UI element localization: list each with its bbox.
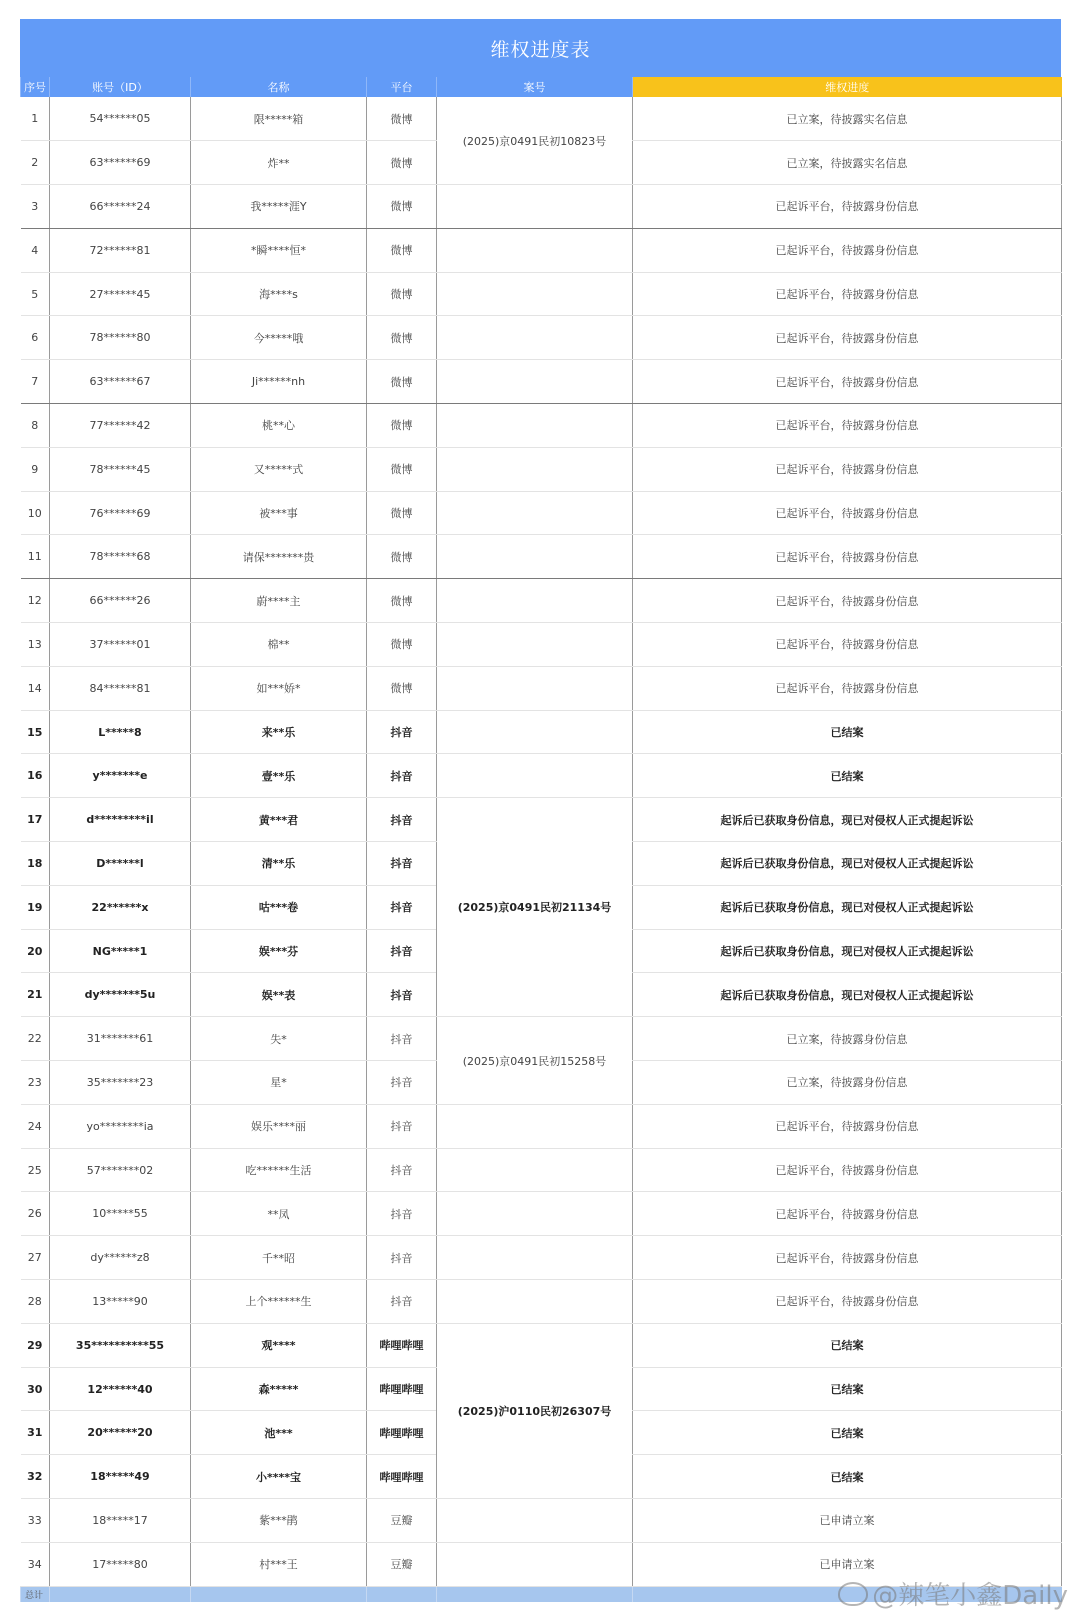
row-number: 31 [21,1411,50,1455]
row-number: 8 [21,404,50,448]
account-id: 57*******02 [50,1148,191,1192]
case-number-empty [437,1104,633,1148]
table-row [21,754,1062,798]
table-row [21,447,1062,491]
table-row [21,535,1062,579]
header-row [21,77,1062,97]
header-platform: 平台 [367,77,437,97]
platform: 微博 [367,491,437,535]
table-row [21,623,1062,667]
account-name: 紫***鹃 [191,1499,367,1543]
row-number: 13 [21,623,50,667]
account-name: 娱乐****丽 [191,1104,367,1148]
row-number: 7 [21,360,50,404]
platform: 哔哩哔哩 [367,1455,437,1499]
platform: 微博 [367,272,437,316]
row-number: 16 [21,754,50,798]
platform: 微博 [367,404,437,448]
progress-status: 已起诉平台，待披露身份信息 [633,447,1062,491]
row-number: 18 [21,842,50,886]
platform: 豆瓣 [367,1499,437,1543]
progress-status: 已起诉平台，待披露身份信息 [633,491,1062,535]
table-row [21,360,1062,404]
account-id: 12******40 [50,1367,191,1411]
platform: 微博 [367,360,437,404]
table-row [21,1104,1062,1148]
platform: 抖音 [367,798,437,842]
account-id: 22******x [50,885,191,929]
case-number-empty [437,1148,633,1192]
account-id: 54******05 [50,97,191,141]
table-row [21,579,1062,623]
platform: 抖音 [367,973,437,1017]
case-number: (2025)沪0110民初26307号 [437,1323,633,1498]
header-progress: 维权进度 [633,77,1062,97]
case-number-empty [437,1192,633,1236]
case-number-empty [437,1236,633,1280]
progress-status: 已起诉平台，待披露身份信息 [633,535,1062,579]
progress-status: 已起诉平台，待披露身份信息 [633,1192,1062,1236]
footer-total-label: 总计 [21,1586,50,1602]
row-number: 3 [21,185,50,229]
progress-status: 已起诉平台，待披露身份信息 [633,1280,1062,1324]
row-number: 23 [21,1061,50,1105]
account-name: 观**** [191,1323,367,1367]
platform: 微博 [367,185,437,229]
progress-status: 起诉后已获取身份信息，现已对侵权人正式提起诉讼 [633,973,1062,1017]
progress-status: 已起诉平台，待披露身份信息 [633,272,1062,316]
account-id: 20******20 [50,1411,191,1455]
table-row [21,316,1062,360]
account-id: dy*******5u [50,973,191,1017]
account-name: 娱**表 [191,973,367,1017]
account-name: 失* [191,1017,367,1061]
account-id: 37******01 [50,623,191,667]
account-id: 76******69 [50,491,191,535]
account-name: 吃******生活 [191,1148,367,1192]
account-id: 10*****55 [50,1192,191,1236]
platform: 微博 [367,666,437,710]
platform: 抖音 [367,710,437,754]
account-id: 31*******61 [50,1017,191,1061]
row-number: 34 [21,1542,50,1586]
account-id: 18*****17 [50,1499,191,1543]
account-id: 72******81 [50,228,191,272]
case-number-empty [437,754,633,798]
case-number-empty [437,535,633,579]
account-id: 17*****80 [50,1542,191,1586]
row-number: 28 [21,1280,50,1324]
progress-status: 已结案 [633,754,1062,798]
progress-status: 起诉后已获取身份信息，现已对侵权人正式提起诉讼 [633,798,1062,842]
row-number: 6 [21,316,50,360]
row-number: 27 [21,1236,50,1280]
header-name: 名称 [191,77,367,97]
progress-status: 起诉后已获取身份信息，现已对侵权人正式提起诉讼 [633,885,1062,929]
account-id: 78******68 [50,535,191,579]
account-name: 棉** [191,623,367,667]
case-number-empty [437,316,633,360]
table-row [21,710,1062,754]
platform: 微博 [367,447,437,491]
account-id: 18*****49 [50,1455,191,1499]
account-name: 村***王 [191,1542,367,1586]
account-name: 来**乐 [191,710,367,754]
table-row [21,272,1062,316]
account-id: 78******80 [50,316,191,360]
platform: 抖音 [367,1192,437,1236]
account-id: 84******81 [50,666,191,710]
platform: 豆瓣 [367,1542,437,1586]
progress-status: 已起诉平台，待披露身份信息 [633,579,1062,623]
progress-status: 起诉后已获取身份信息，现已对侵权人正式提起诉讼 [633,842,1062,886]
footer-cell [50,1586,191,1602]
platform: 抖音 [367,1148,437,1192]
account-id: dy******z8 [50,1236,191,1280]
row-number: 5 [21,272,50,316]
row-number: 32 [21,1455,50,1499]
progress-status: 已起诉平台，待披露身份信息 [633,1104,1062,1148]
platform: 微博 [367,623,437,667]
account-id: 78******45 [50,447,191,491]
account-id: 63******69 [50,141,191,185]
platform: 微博 [367,141,437,185]
account-name: 桃**心 [191,404,367,448]
account-id: 77******42 [50,404,191,448]
watermark [838,1575,1068,1612]
progress-status: 起诉后已获取身份信息，现已对侵权人正式提起诉讼 [633,929,1062,973]
table-row [21,1280,1062,1324]
table-row [21,228,1062,272]
platform: 哔哩哔哩 [367,1367,437,1411]
progress-status: 已结案 [633,1367,1062,1411]
platform: 抖音 [367,885,437,929]
table-row [21,185,1062,229]
row-number: 19 [21,885,50,929]
account-id: 35*******23 [50,1061,191,1105]
header-case: 案号 [437,77,633,97]
account-name: 被***事 [191,491,367,535]
progress-status: 已申请立案 [633,1499,1062,1543]
table-row [21,1017,1062,1061]
account-id: L*****8 [50,710,191,754]
account-id: D******l [50,842,191,886]
row-number: 21 [21,973,50,1017]
account-name: 黄***君 [191,798,367,842]
table-row [21,666,1062,710]
case-number: (2025)京0491民初21134号 [437,798,633,1017]
platform: 抖音 [367,1061,437,1105]
platform: 哔哩哔哩 [367,1411,437,1455]
progress-status: 已立案，待披露实名信息 [633,97,1062,141]
row-number: 22 [21,1017,50,1061]
row-number: 17 [21,798,50,842]
account-id: y*******e [50,754,191,798]
platform: 哔哩哔哩 [367,1323,437,1367]
case-number-empty [437,710,633,754]
progress-status: 已起诉平台，待披露身份信息 [633,404,1062,448]
table-row [21,97,1062,141]
row-number: 15 [21,710,50,754]
progress-sheet [20,19,1061,1602]
header-no: 序号 [21,77,50,97]
row-number: 2 [21,141,50,185]
progress-status: 已结案 [633,1455,1062,1499]
sheet-title: 维权进度表 [20,19,1061,77]
account-id: NG*****1 [50,929,191,973]
progress-status: 已起诉平台，待披露身份信息 [633,1148,1062,1192]
account-name: 上个******生 [191,1280,367,1324]
progress-status: 已起诉平台，待披露身份信息 [633,666,1062,710]
account-name: 限*****箱 [191,97,367,141]
case-number-empty [437,1280,633,1324]
footer-cell [437,1586,633,1602]
progress-status: 已起诉平台，待披露身份信息 [633,1236,1062,1280]
account-name: 请保*******贵 [191,535,367,579]
row-number: 12 [21,579,50,623]
case-number-empty [437,228,633,272]
row-number: 26 [21,1192,50,1236]
row-number: 29 [21,1323,50,1367]
account-id: yo********ia [50,1104,191,1148]
progress-status: 已起诉平台，待披露身份信息 [633,316,1062,360]
table-body [21,97,1062,1586]
progress-status: 已起诉平台，待披露身份信息 [633,228,1062,272]
row-number: 14 [21,666,50,710]
table-row [21,1148,1062,1192]
account-id: 35**********55 [50,1323,191,1367]
case-number-empty [437,447,633,491]
watermark-text: @辣笔小鑫Daily [872,1581,1068,1611]
account-id: d*********il [50,798,191,842]
account-name: 千**昭 [191,1236,367,1280]
progress-status: 已立案，待披露身份信息 [633,1061,1062,1105]
case-number-empty [437,185,633,229]
account-id: 13*****90 [50,1280,191,1324]
case-number: (2025)京0491民初10823号 [437,97,633,185]
account-name: 森***** [191,1367,367,1411]
platform: 抖音 [367,1017,437,1061]
account-name: 炸** [191,141,367,185]
account-name: 壹**乐 [191,754,367,798]
account-name: 海****s [191,272,367,316]
case-number-empty [437,579,633,623]
weibo-icon [838,1582,868,1606]
table-row [21,491,1062,535]
progress-status: 已起诉平台，待披露身份信息 [633,185,1062,229]
progress-status: 已立案，待披露身份信息 [633,1017,1062,1061]
account-name: 咕***卷 [191,885,367,929]
table-row [21,1192,1062,1236]
platform: 抖音 [367,842,437,886]
account-id: 27******45 [50,272,191,316]
progress-status: 已起诉平台，待披露身份信息 [633,623,1062,667]
account-name: 娱***芬 [191,929,367,973]
row-number: 11 [21,535,50,579]
row-number: 4 [21,228,50,272]
case-number-empty [437,666,633,710]
row-number: 9 [21,447,50,491]
table-row [21,798,1062,842]
header-account: 账号（ID） [50,77,191,97]
account-name: 池*** [191,1411,367,1455]
case-number-empty [437,491,633,535]
row-number: 25 [21,1148,50,1192]
progress-status: 已申请立案 [633,1542,1062,1586]
platform: 抖音 [367,929,437,973]
table-row [21,1236,1062,1280]
footer-cell [367,1586,437,1602]
platform: 抖音 [367,1104,437,1148]
row-number: 30 [21,1367,50,1411]
case-number-empty [437,360,633,404]
progress-table [20,77,1062,1602]
account-name: *瞬****恒* [191,228,367,272]
footer-cell [191,1586,367,1602]
account-id: 66******26 [50,579,191,623]
case-number-empty [437,272,633,316]
progress-status: 已结案 [633,1323,1062,1367]
account-name: Ji******nh [191,360,367,404]
platform: 抖音 [367,754,437,798]
account-name: **凤 [191,1192,367,1236]
progress-status: 已结案 [633,710,1062,754]
platform: 微博 [367,228,437,272]
account-name: 蔚****主 [191,579,367,623]
account-name: 小****宝 [191,1455,367,1499]
table-row [21,1323,1062,1367]
row-number: 1 [21,97,50,141]
row-number: 20 [21,929,50,973]
account-name: 星* [191,1061,367,1105]
progress-status: 已立案，待披露实名信息 [633,141,1062,185]
account-name: 又*****式 [191,447,367,491]
platform: 微博 [367,97,437,141]
case-number-empty [437,404,633,448]
row-number: 24 [21,1104,50,1148]
table-row [21,1499,1062,1543]
progress-status: 已起诉平台，待披露身份信息 [633,360,1062,404]
row-number: 33 [21,1499,50,1543]
account-id: 66******24 [50,185,191,229]
platform: 微博 [367,535,437,579]
platform: 微博 [367,316,437,360]
case-number-empty [437,1542,633,1586]
account-name: 清**乐 [191,842,367,886]
account-name: 如***娇* [191,666,367,710]
platform: 微博 [367,579,437,623]
account-id: 63******67 [50,360,191,404]
table-row [21,404,1062,448]
platform: 抖音 [367,1280,437,1324]
case-number-empty [437,623,633,667]
account-name: 今*****哦 [191,316,367,360]
row-number: 10 [21,491,50,535]
case-number: (2025)京0491民初15258号 [437,1017,633,1105]
platform: 抖音 [367,1236,437,1280]
progress-status: 已结案 [633,1411,1062,1455]
account-name: 我*****涯Y [191,185,367,229]
case-number-empty [437,1499,633,1543]
